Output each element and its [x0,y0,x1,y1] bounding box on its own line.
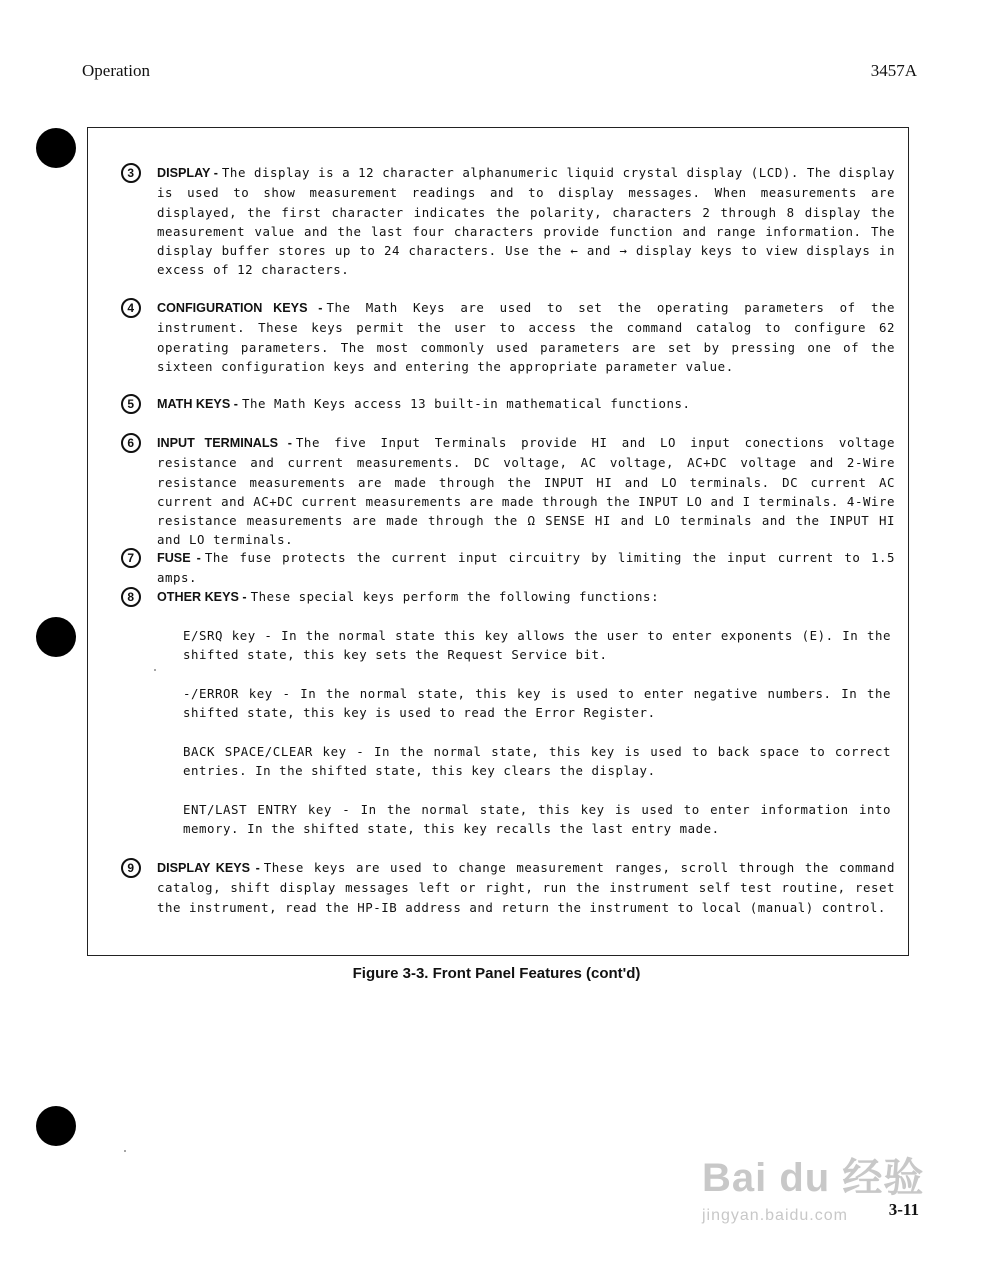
callout-number: 7 [121,548,141,568]
watermark [702,1146,934,1240]
scan-speck [124,1150,126,1152]
binder-hole [36,1106,76,1146]
figure-caption: Figure 3-3. Front Panel Features (cont'd) [352,965,641,982]
callout-number: 5 [121,394,141,414]
callout-number: 8 [121,587,141,607]
feature-item-fuse [121,548,895,588]
feature-description: These keys are used to change measurement ranges, scroll through the command catalog, shift display messages left or right, run the instrument self test routine, reset the instrument, read the HP-IB address and return the instrument to local (manual) control. [157,860,896,915]
feature-item-display [121,163,895,280]
other-key-esrq: E/SRQ key - In the normal state this key allows the user to enter exponents (E). In the shifted state, this key sets the Request Service bit. [183,628,891,663]
feature-term: INPUT TERMINALS - [157,436,292,450]
feature-term: DISPLAY KEYS - [157,861,260,875]
feature-term: MATH KEYS - [157,397,238,411]
running-header-section: Operation [82,61,150,80]
feature-item-other-keys [121,587,895,607]
feature-description: The five Input Terminals provide HI and LO input conections voltage resistance and current measurements. DC voltage, AC voltage, AC+DC voltage and 2-Wire resistance measurements are made through the INPUT HI and LO terminals. DC current AC current and AC+DC current measurements are made through the INPUT LO and I terminals. 4-Wire resistance measurements are made through the Ω SENSE HI and LO terminals and the INPUT HI and LO terminals. [157,435,895,548]
callout-number: 3 [121,163,141,183]
feature-term: FUSE - [157,551,201,565]
callout-number: 6 [121,433,141,453]
page-number: 3-11 [888,1200,919,1219]
feature-item-configuration-keys [121,298,895,376]
other-key-backspace: BACK SPACE/CLEAR key - In the normal state, this key is used to back space to correct entries. In the shifted state, this key clears the display. [183,744,891,779]
feature-description: These special keys perform the following functions: [250,589,660,604]
feature-item-math-keys [121,394,895,414]
callout-number: 9 [121,858,141,878]
callout-number: 4 [121,298,141,318]
watermark-logo: Bai du 经验 [702,1156,925,1200]
feature-description: The Math Keys access 13 built-in mathematical functions. [241,396,691,411]
scan-speck [154,669,156,671]
feature-description: The fuse protects the current input circuitry by limiting the input current to 1.5 amps. [157,550,896,586]
feature-term: CONFIGURATION KEYS - [157,301,323,315]
other-key-error: -/ERROR key - In the normal state, this key is used to enter negative numbers. In the shifted state, this key is used to read the Error Register. [183,686,891,721]
feature-description: The Math Keys are used to set the operating parameters of the instrument. These keys permit the user to access the command catalog to configure 62 operating parameters. The most commonly used parameters are set by pressing one of the sixteen configuration keys and entering the appropriate parameter value. [157,300,895,374]
feature-term: OTHER KEYS - [157,590,247,604]
watermark-url: jingyan.baidu.com [702,1207,848,1224]
binder-hole [36,617,76,657]
feature-description: The display is a 12 character alphanumeric liquid crystal display (LCD). The display is used to show measurement readings and to display messages. When measurements are displayed, the first character indicates the polarity, characters 2 through 8 display the measurement value and the last four characters provide function and range information. The display buffer stores up to 24 characters. Use the ← and → display keys to view displays in excess of 12 characters. [157,165,896,278]
feature-item-display-keys [121,858,895,917]
binder-hole [36,128,76,168]
feature-term: DISPLAY - [157,166,218,180]
other-key-ent: ENT/LAST ENTRY key - In the normal state, this key is used to enter information into memory. In the shifted state, this key recalls the last entry made. [183,802,891,837]
feature-item-input-terminals [121,433,895,550]
running-header-model: 3457A [870,61,917,80]
